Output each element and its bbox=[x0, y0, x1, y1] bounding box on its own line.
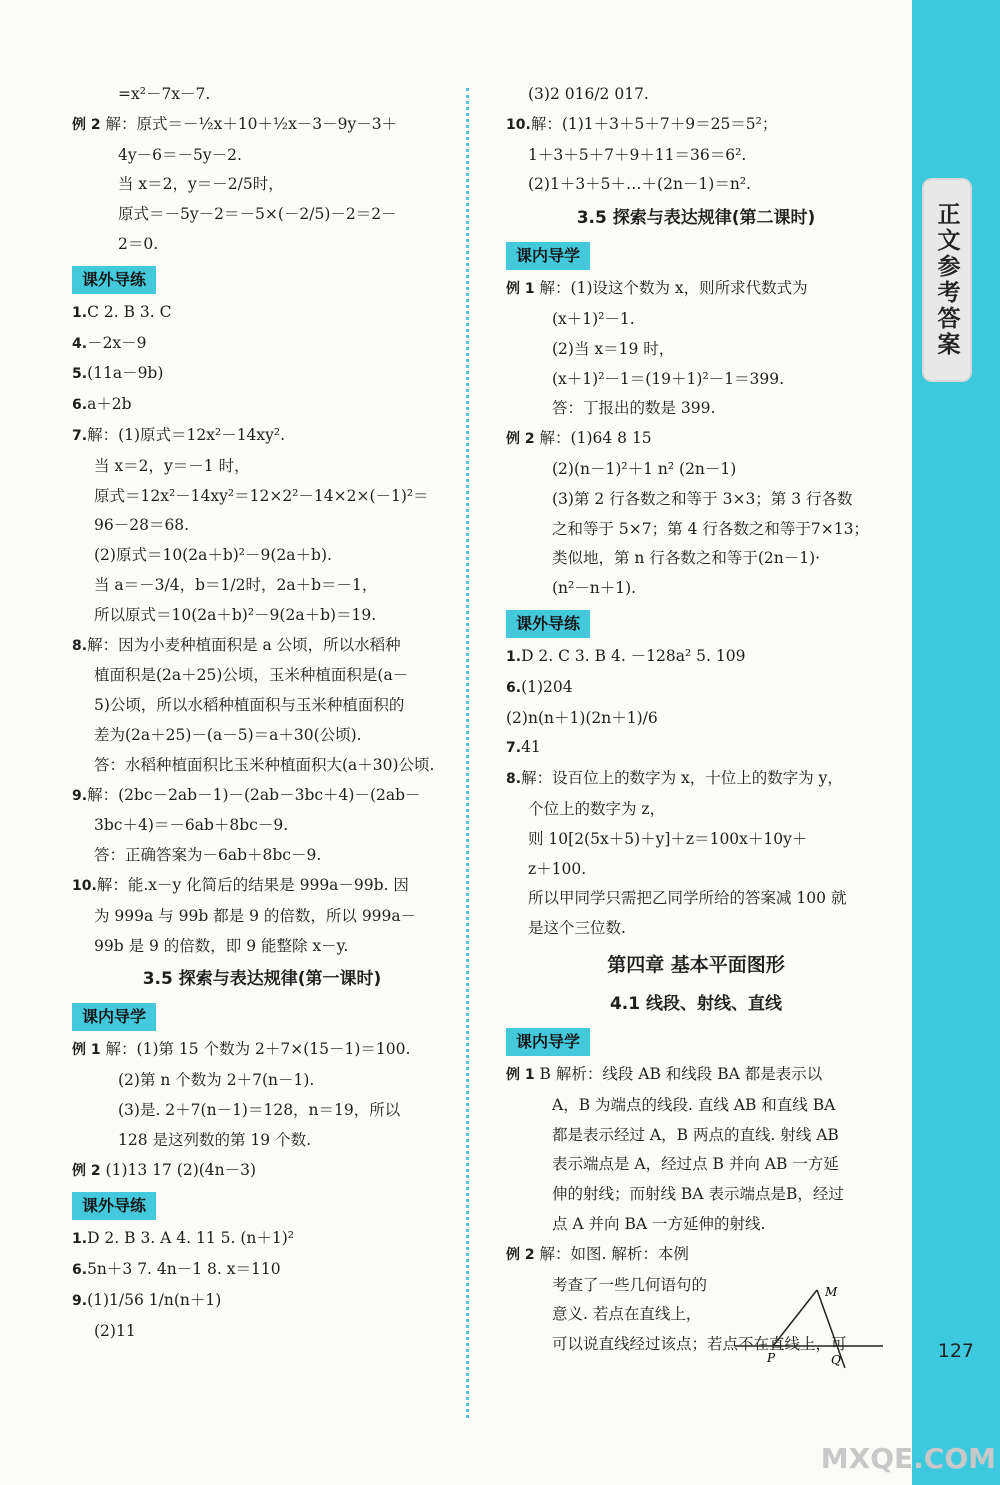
chapter-title: 第四章 基本平面图形 bbox=[607, 953, 785, 976]
item-number: 10. bbox=[506, 116, 531, 133]
answer-line bbox=[506, 1240, 886, 1271]
answer-text: (2)第 n 个数为 2＋7(n－1). bbox=[118, 1071, 315, 1090]
item-number: 例 2 bbox=[506, 1246, 535, 1263]
answer-line bbox=[72, 1286, 452, 1317]
answer-text: (2)n(n＋1)(2n＋1)/6 bbox=[506, 708, 658, 727]
answer-line bbox=[72, 110, 452, 141]
answer-text: (2)1＋3＋5＋…＋(2n－1)＝n². bbox=[528, 175, 751, 194]
answer-text: 当 a＝－3/4，b＝1/2时，2a＋b＝－1， bbox=[94, 575, 378, 594]
answer-line bbox=[72, 511, 452, 541]
right-column bbox=[506, 80, 886, 1360]
answer-text: 考查了一些几何语句的 bbox=[552, 1275, 708, 1294]
section-heading: 课内导学 bbox=[72, 1003, 156, 1031]
answer-line bbox=[72, 571, 452, 601]
item-number: 6. bbox=[72, 1262, 88, 1279]
answer-line bbox=[72, 691, 452, 721]
section-heading: 课内导学 bbox=[506, 242, 590, 270]
answer-text: 原式＝12x²－14xy²＝12×2²－14×2×(－1)²＝ bbox=[94, 486, 429, 505]
answer-line bbox=[506, 855, 886, 885]
answer-text: 解：(1)原式＝12x²－14xy². bbox=[87, 425, 286, 444]
answer-text: 4y－6＝－5y－2. bbox=[118, 145, 242, 164]
answer-line bbox=[506, 914, 886, 944]
answer-text: 所以甲同学只需把乙同学所给的答案减 100 就 bbox=[528, 889, 847, 908]
item-number: 例 2 bbox=[506, 431, 535, 448]
answer-line bbox=[506, 485, 886, 515]
answer-text: 是这个三位数. bbox=[528, 919, 626, 938]
item-number: 例 2 bbox=[72, 1162, 101, 1179]
answer-text: 则 10[2(5x＋5)＋y]＋z＝100x＋10y＋ bbox=[528, 829, 808, 848]
geometry-figure bbox=[735, 1284, 885, 1370]
item-number: 8. bbox=[72, 637, 88, 654]
answer-text: 解：能.x－y 化简后的结果是 999a－99b. 因 bbox=[96, 875, 409, 894]
answer-text: (2)11 bbox=[94, 1321, 136, 1340]
section-heading: 课内导学 bbox=[506, 1028, 590, 1056]
item-number: 例 2 bbox=[72, 116, 101, 133]
answer-text: C 2. B 3. C bbox=[87, 302, 172, 321]
item-number: 1. bbox=[506, 648, 522, 665]
section-heading: 课外导练 bbox=[506, 610, 590, 638]
answer-text: 解：(1)第 15 个数为 2＋7×(15－1)＝100. bbox=[100, 1040, 411, 1059]
page-number: 127 bbox=[937, 1340, 974, 1362]
answer-text: 原式＝－5y－2＝－5×(－2/5)－2＝2－ bbox=[118, 205, 397, 224]
answer-line bbox=[72, 141, 452, 171]
answer-text: 1＋3＋5＋7＋9＋11＝36＝6². bbox=[528, 145, 747, 164]
answer-text: 41 bbox=[521, 738, 541, 757]
answer-text: (1)204 bbox=[521, 677, 573, 696]
answer-line bbox=[506, 544, 886, 574]
answer-line bbox=[72, 932, 452, 962]
answer-text: 2＝0. bbox=[118, 234, 159, 253]
answer-line bbox=[506, 642, 886, 673]
answer-line bbox=[506, 394, 886, 424]
item-number: 7. bbox=[72, 427, 88, 444]
answer-text: 解：因为小麦种植面积是 a 公顷，所以水稻种 bbox=[87, 635, 401, 654]
answer-line bbox=[72, 170, 452, 200]
answer-line bbox=[506, 365, 886, 395]
answer-line bbox=[506, 1150, 886, 1180]
answer-text: 个位上的数字为 z， bbox=[528, 799, 666, 818]
answer-line bbox=[506, 424, 886, 455]
answer-line bbox=[506, 305, 886, 335]
answer-text: 3bc＋4)＝－6ab＋8bc－9. bbox=[94, 816, 289, 835]
answer-text: (2)(n－1)²＋1 n² (2n－1) bbox=[552, 459, 737, 478]
answer-line bbox=[72, 1224, 452, 1255]
answer-text: 都是表示经过 A，B 两点的直线. 射线 AB bbox=[552, 1125, 839, 1144]
answer-line bbox=[72, 902, 452, 932]
point-label-q: Q bbox=[831, 1353, 841, 1367]
item-number: 1. bbox=[72, 304, 88, 321]
answer-line bbox=[506, 1091, 886, 1121]
answer-text: 解：(1)设这个数为 x，则所求代数式为 bbox=[534, 279, 808, 298]
answer-text: 当 x＝2，y＝－2/5时， bbox=[118, 175, 284, 194]
answer-line bbox=[72, 452, 452, 482]
answer-text: (n²－n＋1). bbox=[552, 579, 637, 598]
answer-line bbox=[72, 200, 452, 230]
answer-line bbox=[506, 764, 886, 795]
answer-text: 差为(2a＋25)－(a－5)＝a＋30(公顷). bbox=[94, 725, 362, 744]
answer-line bbox=[72, 1066, 452, 1096]
item-number: 5. bbox=[72, 366, 88, 383]
answer-line bbox=[72, 298, 452, 329]
side-tab-band bbox=[912, 0, 1000, 1485]
watermark: MXQE.COM bbox=[820, 1442, 996, 1475]
lesson-title: 4.1 线段、射线、直线 bbox=[609, 993, 783, 1014]
item-number: 9. bbox=[72, 787, 88, 804]
item-number: 1. bbox=[72, 1231, 88, 1248]
answer-line bbox=[72, 811, 452, 841]
answer-text: (3)第 2 行各数之和等于 3×3；第 3 行各数 bbox=[552, 489, 853, 508]
answer-text: 解：(2bc－2ab－1)－(2ab－3bc＋4)－(2ab－ bbox=[87, 785, 421, 804]
answer-text: (11a－9b) bbox=[87, 364, 164, 383]
answer-line bbox=[72, 631, 452, 662]
answer-text: 99b 是 9 的倍数，即 9 能整除 x－y. bbox=[94, 936, 349, 955]
answer-text: 可以说直线经过该点；若点不在直线上，可 bbox=[552, 1335, 847, 1354]
answer-text: 点 A 并向 BA 一方延伸的射线. bbox=[552, 1214, 766, 1233]
answer-line bbox=[506, 1210, 886, 1240]
answer-text: a＋2b bbox=[87, 395, 132, 414]
answer-text: 伸的射线；而射线 BA 表示端点是B，经过 bbox=[552, 1185, 844, 1204]
answer-text: 表示端点是 A，经过点 B 并向 AB 一方延 bbox=[552, 1155, 839, 1174]
answer-line bbox=[506, 704, 886, 734]
item-number: 9. bbox=[72, 1292, 88, 1309]
answer-text: 意义. 若点在直线上， bbox=[552, 1305, 702, 1324]
answer-line bbox=[72, 871, 452, 902]
answer-text: 当 x＝2，y＝－1 时， bbox=[94, 456, 250, 475]
answer-line bbox=[72, 390, 452, 421]
answer-text: 解：设百位上的数字为 x，十位上的数字为 y， bbox=[521, 769, 843, 788]
answer-line bbox=[72, 1317, 452, 1347]
answer-text: (1)1/56 1/n(n＋1) bbox=[87, 1290, 222, 1309]
item-number: 例 1 bbox=[506, 1066, 535, 1083]
answer-text: 解：(1)1＋3＋5＋7＋9＝25＝5²； bbox=[530, 114, 778, 133]
answer-line bbox=[506, 1180, 886, 1210]
answer-line bbox=[72, 1156, 452, 1187]
answer-text: 5)公顷，所以水稻种植面积与玉米种植面积的 bbox=[94, 696, 405, 715]
answer-text: 所以原式＝10(2a＋b)²－9(2a＋b)＝19. bbox=[94, 605, 377, 624]
answer-text: 答：水稻种植面积比玉米种植面积大(a＋30)公顷. bbox=[94, 755, 435, 774]
answer-line bbox=[506, 110, 886, 141]
answer-line bbox=[506, 515, 886, 545]
point-label-m: M bbox=[825, 1285, 838, 1299]
answer-text: 为 999a 与 99b 都是 9 的倍数，所以 999a－ bbox=[94, 906, 417, 925]
answer-text: (x＋1)²－1＝(19＋1)²－1＝399. bbox=[552, 369, 785, 388]
answer-line bbox=[72, 421, 452, 452]
column-divider bbox=[466, 88, 469, 1418]
answer-line bbox=[72, 482, 452, 512]
answer-line bbox=[72, 359, 452, 390]
section-heading: 课外导练 bbox=[72, 1192, 156, 1220]
item-number: 例 1 bbox=[72, 1042, 101, 1059]
answer-line bbox=[72, 661, 452, 691]
answer-line bbox=[72, 1096, 452, 1126]
answer-text: 解：原式＝－½x＋10＋½x－3－9y－3＋ bbox=[100, 114, 398, 133]
answer-line bbox=[506, 274, 886, 305]
answer-line bbox=[72, 1126, 452, 1156]
answer-text: 答：正确答案为－6ab＋8bc－9. bbox=[94, 846, 322, 865]
answer-text: z＋100. bbox=[528, 859, 587, 878]
answer-line bbox=[72, 80, 452, 110]
answer-line bbox=[72, 751, 452, 781]
answer-line bbox=[506, 795, 886, 825]
answer-line bbox=[72, 230, 452, 260]
answer-text: 之和等于 5×7；第 4 行各数之和等于7×13； bbox=[552, 519, 869, 538]
answer-line bbox=[506, 825, 886, 855]
answer-line bbox=[72, 329, 452, 360]
answer-line bbox=[506, 80, 886, 110]
item-number: 7. bbox=[506, 740, 522, 757]
side-tab-label: 正文参考答案 bbox=[924, 180, 970, 380]
answer-line bbox=[72, 721, 452, 751]
answer-text: 答：丁报出的数是 399. bbox=[552, 399, 716, 418]
answer-line bbox=[506, 733, 886, 764]
answer-text: A，B 为端点的线段. 直线 AB 和直线 BA bbox=[552, 1095, 836, 1114]
answer-line bbox=[72, 541, 452, 571]
item-number: 10. bbox=[72, 877, 97, 894]
answer-text: D 2. C 3. B 4. －128a² 5. 109 bbox=[521, 646, 746, 665]
answer-text: (x＋1)²－1. bbox=[552, 309, 635, 328]
answer-line bbox=[506, 170, 886, 200]
answer-text: 解：(1)64 8 15 bbox=[534, 429, 652, 448]
answer-line bbox=[506, 1121, 886, 1151]
item-number: 例 1 bbox=[506, 281, 535, 298]
item-number: 6. bbox=[506, 679, 522, 696]
answer-text: (3)是. 2＋7(n－1)＝128，n＝19，所以 bbox=[118, 1100, 401, 1119]
answer-line bbox=[506, 884, 886, 914]
answer-line bbox=[72, 1255, 452, 1286]
answer-text: B 解析：线段 AB 和线段 BA 都是表示以 bbox=[534, 1064, 823, 1083]
answer-text: 类似地，第 n 行各数之和等于(2n－1)· bbox=[552, 549, 821, 568]
lesson-title: 3.5 探索与表达规律(第一课时) bbox=[142, 969, 382, 990]
answer-line bbox=[506, 673, 886, 704]
section-heading: 课外导练 bbox=[72, 266, 156, 294]
answer-text: 解：如图. 解析：本例 bbox=[534, 1244, 689, 1263]
answer-text: 5n＋3 7. 4n－1 8. x＝110 bbox=[87, 1260, 281, 1279]
item-number: 8. bbox=[506, 771, 522, 788]
answer-line bbox=[506, 141, 886, 171]
answer-text: 植面积是(2a＋25)公顷，玉米种植面积是(a－ bbox=[94, 666, 409, 685]
answer-text: －2x－9 bbox=[87, 333, 147, 352]
left-column bbox=[72, 80, 452, 1346]
answer-line bbox=[72, 1035, 452, 1066]
answer-text: =x²－7x－7. bbox=[118, 85, 211, 103]
point-label-p: P bbox=[767, 1351, 776, 1365]
answer-line bbox=[72, 781, 452, 812]
item-number: 6. bbox=[72, 397, 88, 414]
answer-text: D 2. B 3. A 4. 11 5. (n＋1)² bbox=[87, 1229, 295, 1248]
answer-line bbox=[72, 601, 452, 631]
answer-line bbox=[72, 841, 452, 871]
answer-line bbox=[506, 1060, 886, 1091]
answer-line bbox=[506, 574, 886, 604]
answer-text: (2)当 x＝19 时， bbox=[552, 339, 675, 358]
answer-text: (1)13 17 (2)(4n－3) bbox=[100, 1160, 257, 1179]
answer-text: 96－28＝68. bbox=[94, 516, 190, 535]
segment-pm bbox=[773, 1290, 817, 1346]
answer-text: (2)原式＝10(2a＋b)²－9(2a＋b). bbox=[94, 546, 332, 565]
lesson-title: 3.5 探索与表达规律(第二课时) bbox=[576, 208, 816, 229]
answer-line bbox=[506, 455, 886, 485]
answer-text: (3)2 016/2 017. bbox=[528, 85, 649, 103]
answer-text: 128 是这列数的第 19 个数. bbox=[118, 1130, 312, 1149]
answer-line bbox=[506, 335, 886, 365]
item-number: 4. bbox=[72, 335, 88, 352]
